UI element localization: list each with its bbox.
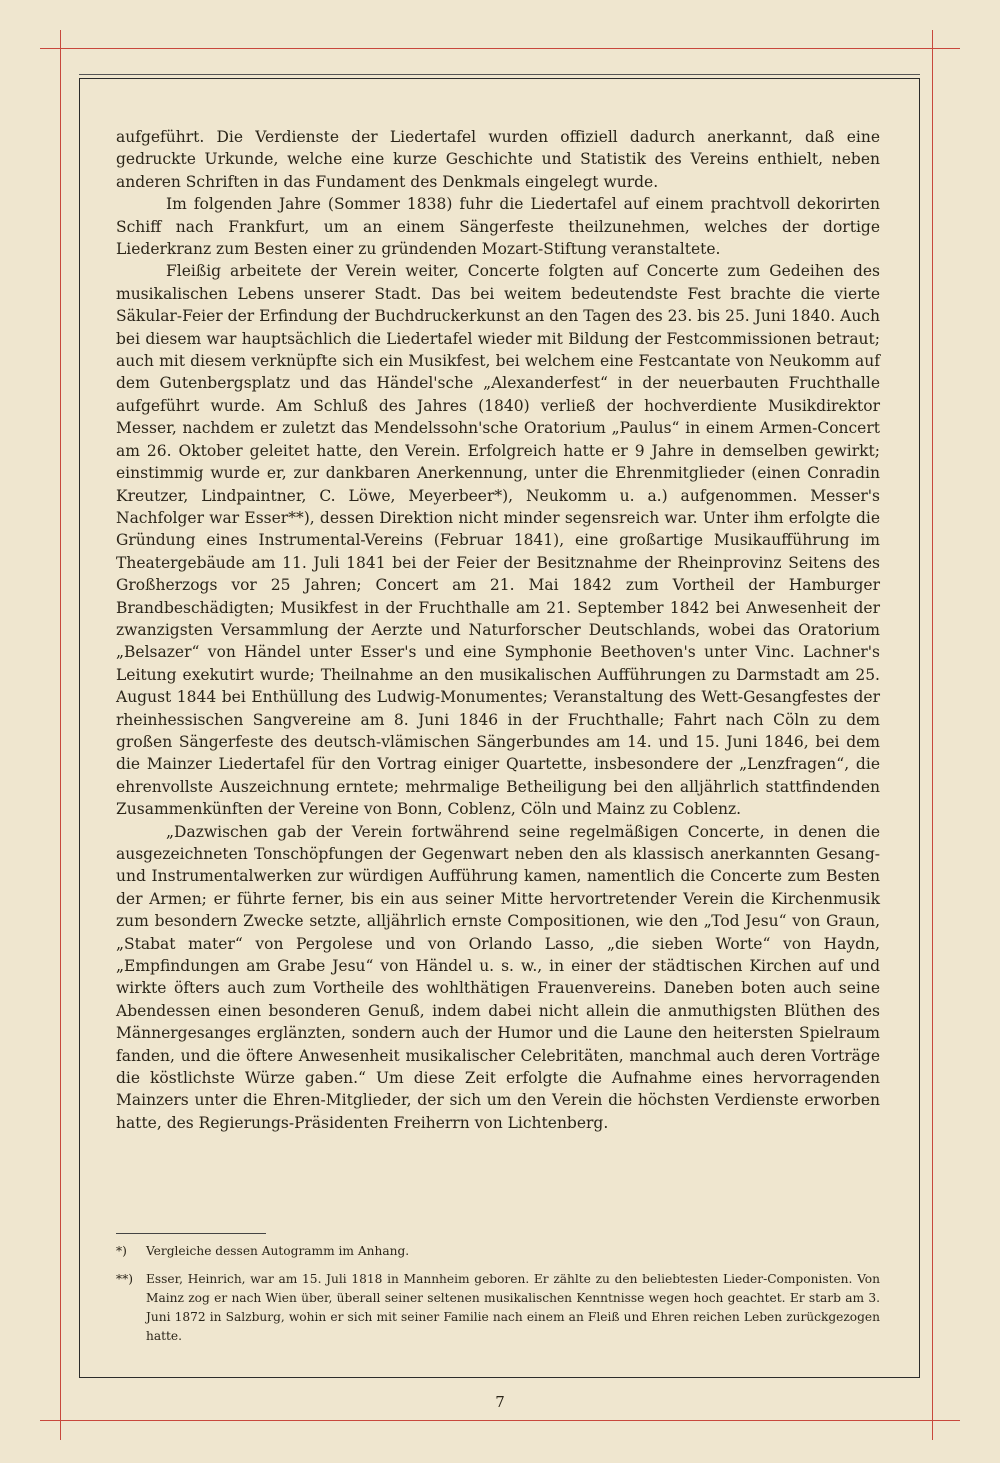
footnote <box>116 1242 880 1261</box>
paragraph: „Dazwischen gab der Verein fortwährend seine regelmäßigen Concerte, in denen die ausgezeichneten Tonschöpfungen der Gegenwart neben den als klassisch anerkannten Gesang- und Instrumentalwerken zur würdigen Aufführung kamen, namentlich die Concerte zum Besten der Armen; er führte ferner, bis ein aus seiner Mitte hervortretender Verein die Kirchenmusik zum besondern Zwecke setzte, alljährlich ernste Compositionen, wie den „Tod Jesu“ von Graun, „Stabat mater“ von Pergolese und von Orlando Lasso, „die sieben Worte“ von Haydn, „Empfindungen am Grabe Jesu“ von Händel u. s. w., in einer der städtischen Kirchen auf und wirkte öfters auch zum Vortheile des wohlthätigen Frauenvereins. Daneben boten auch seine Abendessen einen besonderen Genuß, indem dabei nicht allein die anmuthigsten Blüthen des Männergesanges erglänzten, sondern auch der Humor und die Laune den heitersten Spielraum fanden, und die öftere Anwesenheit musikalischer Celebritäten, manchmal auch deren Vorträge die köstlichste Würze gaben.“ Um diese Zeit erfolgte die Aufnahme eines hervorragenden Mainzers unter die Ehren-Mitglieder, der sich um den Verein die höchsten Verdienste erworben hatte, des Regierungs-Präsidenten Freiherrn von Lichtenberg. <box>116 822 880 1132</box>
red-guide-bottom <box>40 1420 960 1421</box>
page-number: 7 <box>495 1393 505 1411</box>
footnote-mark: **) <box>116 1272 133 1286</box>
footnote-text: Vergleiche dessen Autogramm im Anhang. <box>146 1244 410 1258</box>
red-guide-right <box>932 30 933 1440</box>
footnote-text: Esser, Heinrich, war am 15. Juli 1818 in Mannheim geboren. Er zählte zu den beliebtesten Lieder-Componisten. Von Mainz zog er nach Wien über, überall seiner seltenen musikalischen Kenntnisse wegen hoch geachtet. Er starb am 3. Juni 1872 in Salzburg, wohin er sich mit seiner Familie nach einem an Fleiß und Ehren reichen Leben zurückgezogen hatte. <box>146 1272 880 1343</box>
red-guide-top <box>40 48 960 49</box>
footnotes <box>116 1242 880 1355</box>
paragraph: Fleißig arbeitete der Verein weiter, Concerte folgten auf Concerte zum Gedeihen des musikalischen Lebens unserer Stadt. Das bei weitem bedeutendste Fest brachte die vierte Säkular-Feier der Erfindung der Buchdruckerkunst an den Tagen des 23. bis 25. Juni 1840. Auch bei diesem war hauptsächlich die Liedertafel wieder mit Bildung der Festcommissionen betraut; auch mit diesem verknüpfte sich ein Musikfest, bei welchem eine Festcantate von Neukomm auf dem Gutenbergsplatz und das Händel'sche „Alexanderfest“ in der neuerbauten Fruchthalle aufgeführt wurde. Am Schluß des Jahres (1840) verließ der hochverdiente Musikdirektor Messer, nachdem er zuletzt das Mendelssohn'sche Oratorium „Paulus“ in einem Armen-Concert am 26. Oktober geleitet hatte, den Verein. Erfolgreich hatte er 9 Jahre in demselben gewirkt; einstimmig wurde er, zur dankbaren Anerkennung, unter die Ehrenmitglieder (einen Conradin Kreutzer, Lindpaintner, C. Löwe, Meyerbeer*), Neukomm u. a.) aufgenommen. Messer's Nachfolger war Esser**), dessen Direktion nicht minder segensreich war. Unter ihm erfolgte die Gründung eines Instrumental-Vereins (Februar 1841), eine großartige Musikaufführung im Theatergebäude am 11. Juli 1841 bei der Feier der Besitznahme der Rheinprovinz Seitens des Großherzogs vor 25 Jahren; Concert am 21. Mai 1842 zum Vortheil der Hamburger Brandbeschädigten; Musikfest in der Fruchthalle am 21. September 1842 bei Anwesenheit der zwanzigsten Versammlung der Aerzte und Naturforscher Deutschlands, wobei das Oratorium „Belsazer“ von Händel unter Esser's und eine Symphonie Beethoven's unter Vinc. Lachner's Leitung exekutirt wurde; Theilnahme an den musikalischen Aufführungen zu Darmstadt am 25. August 1844 bei Enthüllung des Ludwig-Monumentes; Veranstaltung des Wett-Gesangfestes der rheinhessischen Sangvereine am 8. Juni 1846 in der Fruchthalle; Fahrt nach Cöln zu dem großen Sängerfeste des deutsch-vlämischen Sängerbundes am 14. und 15. Juni 1846, bei dem die Mainzer Liedertafel für den Vortrag einiger Quartette, insbesondere der „Lenzfragen“, die ehrenvollste Auszeichnung erntete; mehrmalige Betheiligung bei den alljährlich stattfindenden Zusammenkünften der Vereine von Bonn, Coblenz, Cöln und Mainz zu Coblenz. <box>116 262 880 819</box>
footnote <box>116 1270 880 1346</box>
footnote-mark: *) <box>116 1244 127 1258</box>
frame-top-rule <box>79 74 920 75</box>
paragraph: aufgeführt. Die Verdienste der Liedertafel wurden offiziell dadurch anerkannt, daß eine gedruckte Urkunde, welche eine kurze Geschichte und Statistik des Vereins enthielt, neben anderen Schriften in das Fundament des Denkmals eingelegt wurde. <box>116 128 880 191</box>
paragraph: Im folgenden Jahre (Sommer 1838) fuhr die Liedertafel auf einem prachtvoll dekorirten Schiff nach Frankfurt, um an einem Sängerfeste theilzunehmen, welches der dortige Liederkranz zum Besten einer zu gründenden Mozart-Stiftung veranstaltete. <box>116 195 880 259</box>
body-text <box>116 126 880 1134</box>
footnote-rule <box>116 1233 266 1234</box>
red-guide-left <box>60 30 61 1440</box>
